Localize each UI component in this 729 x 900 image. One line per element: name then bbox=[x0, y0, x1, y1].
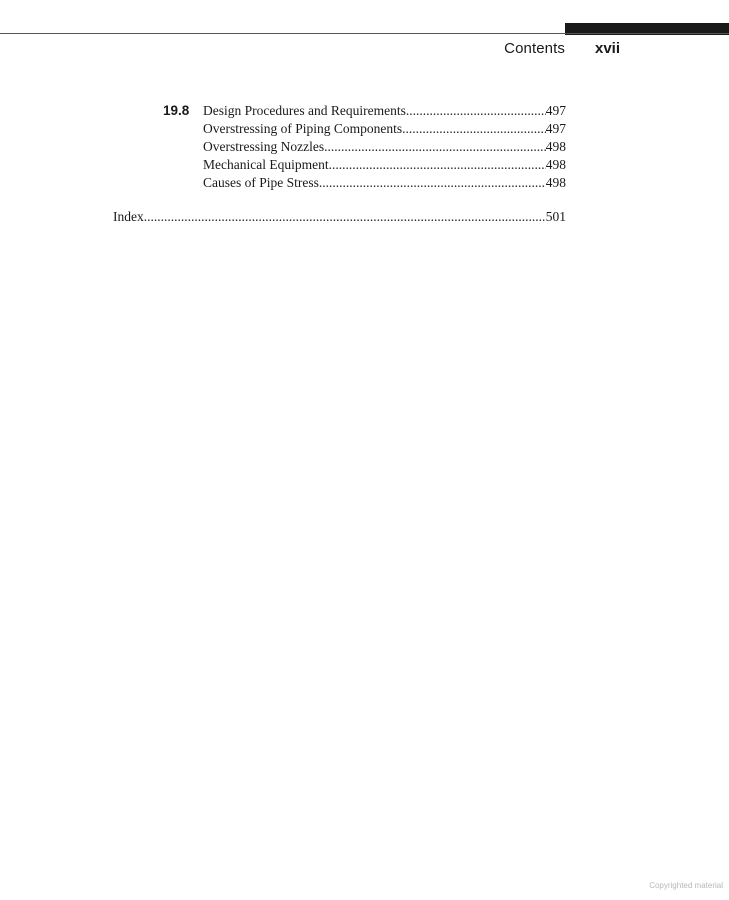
toc-entry-title: Overstressing Nozzles bbox=[203, 139, 325, 154]
toc-entry[interactable] bbox=[203, 138, 566, 155]
toc-entry[interactable] bbox=[203, 156, 566, 173]
toc-entry[interactable] bbox=[203, 174, 566, 191]
toc-entry-page: 498 bbox=[545, 175, 566, 190]
dot-leader bbox=[329, 156, 546, 173]
dot-leader bbox=[144, 208, 546, 225]
dot-leader bbox=[319, 174, 546, 191]
toc-entry-page: 498 bbox=[545, 157, 566, 172]
toc-entry-title: Overstressing of Piping Components bbox=[203, 121, 403, 136]
toc-entry-page: 497 bbox=[545, 121, 566, 136]
toc-entry-index[interactable] bbox=[113, 208, 566, 225]
toc-entry-title: Causes of Pipe Stress bbox=[203, 175, 319, 190]
copyright-watermark: Copyrighted material bbox=[649, 881, 723, 890]
toc-entry-title: Index bbox=[113, 209, 144, 224]
toc-entry-page: 498 bbox=[545, 139, 566, 154]
header-rule bbox=[0, 33, 729, 34]
toc-entry-title: Design Procedures and Requirements bbox=[203, 103, 406, 118]
toc-entry-page: 501 bbox=[545, 209, 566, 224]
dot-leader bbox=[324, 138, 546, 155]
dot-leader bbox=[406, 102, 546, 119]
running-head bbox=[0, 38, 729, 60]
running-head-title: Contents bbox=[504, 40, 565, 57]
section-number: 19.8 bbox=[163, 103, 190, 118]
dot-leader bbox=[402, 120, 546, 137]
toc-entry[interactable] bbox=[203, 120, 566, 137]
toc-entry-page: 497 bbox=[545, 103, 566, 118]
toc-entry-title: Mechanical Equipment bbox=[203, 157, 329, 172]
toc-entry[interactable] bbox=[203, 102, 566, 119]
page-number: xvii bbox=[595, 40, 621, 57]
